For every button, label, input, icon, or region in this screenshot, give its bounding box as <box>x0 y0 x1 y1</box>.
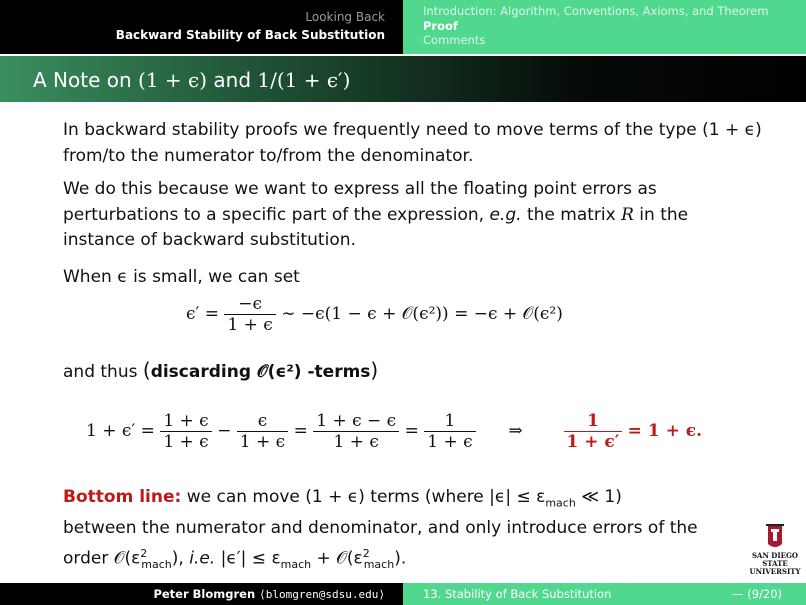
eq2-result-numerator: 1 <box>586 411 599 431</box>
eq2-implies: ⇒ <box>508 421 523 441</box>
header-left-panel <box>0 0 403 54</box>
equation-one-plus-eps <box>86 411 702 452</box>
eq2-f1-denominator: 1 + ϵ <box>160 431 211 452</box>
eq2-f4-numerator: 1 <box>444 411 456 431</box>
header-bar <box>0 0 806 54</box>
bottom-line-row-1 <box>63 485 763 516</box>
bottom-line-row-2: between the numerator and denominator, and only introduce errors of the <box>63 517 698 538</box>
paragraph-and-thus: and thus (discarding 𝒪(ϵ²) -terms) <box>63 358 379 382</box>
bottom-line-row-3: order $𝒪(\varepsilon^2_{mach})$, i.e. $|\epsilon'| \le \varepsilon_{mach}$ + $𝒪(\varepsilon^2_{mach})$. <box>63 547 407 572</box>
eq1-numerator: −ϵ <box>238 294 263 314</box>
footer-page-number: — (9/20) <box>732 587 782 601</box>
bottom-line-text-3c: |ϵ′| ≤ ε <box>215 549 281 570</box>
paragraph-bottom-line <box>63 485 763 578</box>
footer-right-panel <box>403 583 806 605</box>
frame-title-and: and <box>207 68 258 92</box>
eq2-equals-2: = <box>293 421 308 441</box>
eq1-fraction <box>224 294 275 335</box>
footer-author-name: Peter Blomgren <box>153 587 256 601</box>
logo-line-2: UNIVERSITY <box>749 567 801 576</box>
eq2-f3-numerator: 1 + ϵ − ϵ <box>316 411 397 431</box>
nav-item-introduction[interactable]: Introduction: Algorithm, Conventions, Axioms, and Theorem <box>423 4 769 18</box>
bottom-line-mach-2: mach <box>141 558 172 572</box>
footer-left-panel <box>0 583 403 605</box>
bottom-line-text-1b: ≪ 1) <box>575 487 622 507</box>
header-right-panel <box>403 0 806 54</box>
eq2-f2-denominator: 1 + ϵ <box>237 431 288 452</box>
bottom-line-text-3a: order 𝒪(ε <box>63 549 141 570</box>
sdsu-seal-icon <box>744 522 806 552</box>
eq2-equals-3: = <box>404 421 419 441</box>
bottom-line-text-3d: + 𝒪(ε <box>311 549 363 570</box>
bottom-line-mach-4: mach <box>363 558 395 572</box>
eq2-f2-numerator: ϵ <box>257 411 268 431</box>
purpose-text-a: We do this because we want to express all the floating point errors as perturbations to a specific part of the expression, <box>63 179 657 225</box>
paragraph-intro: In backward stability proofs we frequently need to move terms of the type (1 + ϵ) from/to the numerator to/from the denominator. <box>63 120 762 166</box>
logo-line-1: SAN DIEGO STATE <box>751 551 799 568</box>
purpose-eg: e.g. <box>489 204 522 225</box>
frame-title-bar <box>0 56 806 102</box>
nav-item-proof[interactable]: Proof <box>423 18 458 33</box>
eq2-lhs: 1 + ϵ′ = <box>86 421 155 441</box>
eq2-fraction-3 <box>313 411 399 452</box>
eq2-result-fraction <box>564 411 623 452</box>
and-thus-lead: and thus <box>63 362 143 382</box>
and-thus-bold: discarding 𝒪(ϵ²) -terms <box>150 362 371 382</box>
eq2-minus: − <box>217 421 232 441</box>
equation-eps-prime <box>186 294 563 335</box>
footer-author-email: ⟨blomgren@sdsu.edu⟩ <box>259 588 385 601</box>
frame-title-expr2: 1/(1 + ϵ′) <box>257 68 351 92</box>
eq1-denominator: 1 + ϵ <box>224 314 275 335</box>
eq2-f1-numerator: 1 + ϵ <box>163 411 209 431</box>
eq1-rest: ∼ −ϵ(1 − ϵ + 𝒪(ϵ²)) = −ϵ + 𝒪(ϵ²) <box>281 304 563 324</box>
frame-title-prefix: A Note on <box>33 68 139 92</box>
eq2-result-denominator: 1 + ϵ′ <box>564 431 623 452</box>
header-section-link[interactable]: Looking Back <box>305 10 385 24</box>
eq2-fraction-4 <box>424 411 475 452</box>
frame-title <box>33 68 350 92</box>
paragraph-when-small: When ϵ is small, we can set <box>63 267 300 287</box>
purpose-text-b: the matrix <box>521 204 622 225</box>
header-subsection-link[interactable]: Backward Stability of Back Substitution <box>115 28 385 42</box>
bottom-line-text-3b: ), <box>171 549 190 570</box>
sdsu-logo-text <box>744 552 806 576</box>
eq1-lhs: ϵ′ = <box>186 304 220 324</box>
bottom-line-mach-3: mach <box>280 558 312 572</box>
bottom-line-mach-1: mach <box>545 496 576 510</box>
frame-title-expr1: (1 + ϵ) <box>138 68 208 92</box>
bottom-line-text-3e: ). <box>394 549 407 570</box>
footer-bar <box>0 583 806 605</box>
nav-item-comments[interactable]: Comments <box>423 33 486 47</box>
sdsu-logo <box>744 522 806 582</box>
purpose-text-c: in the instance of backward substitution. <box>63 204 689 250</box>
eq2-fraction-1 <box>160 411 211 452</box>
purpose-matrix-r: R <box>621 204 634 225</box>
bottom-line-label: Bottom line: <box>63 487 182 507</box>
paragraph-purpose <box>63 177 763 254</box>
bottom-line-text-1: we can move (1 + ϵ) terms (where |ϵ| ≤ ε <box>181 487 546 507</box>
footer-lecture-title[interactable]: 13. Stability of Back Substitution <box>423 587 612 601</box>
bottom-line-ie: i.e. <box>189 549 216 570</box>
footer-author <box>153 587 385 601</box>
eq2-result-rest: = 1 + ϵ. <box>627 421 703 441</box>
eq2-f3-denominator: 1 + ϵ <box>313 431 399 452</box>
eq2-fraction-2 <box>237 411 288 452</box>
eq2-f4-denominator: 1 + ϵ <box>424 431 475 452</box>
header-nav <box>423 4 769 48</box>
